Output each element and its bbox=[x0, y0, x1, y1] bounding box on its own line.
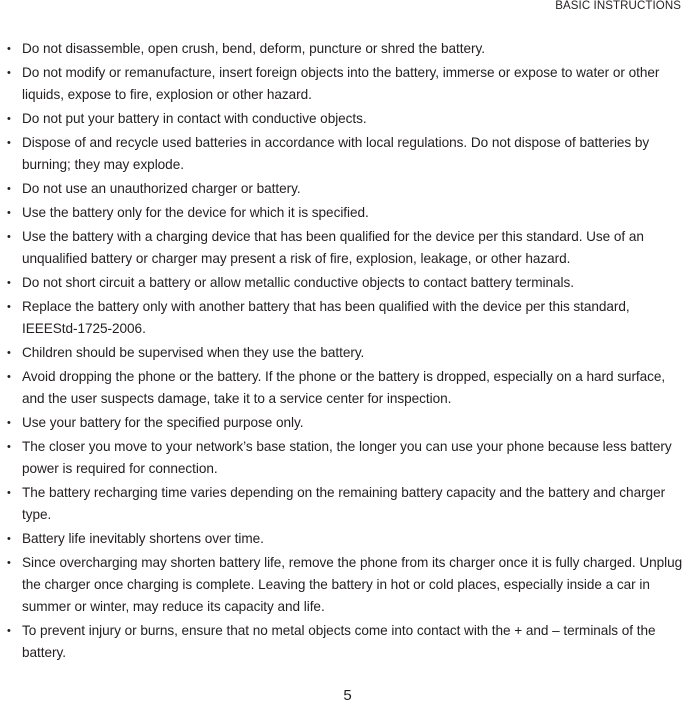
bullet-icon: • bbox=[7, 347, 11, 359]
list-item-text: Avoid dropping the phone or the battery. If the phone or the battery is dropped, especially on a hard surface, and the user suspects damage, take it to a service center for inspection. bbox=[22, 369, 666, 406]
bullet-icon: • bbox=[7, 231, 11, 243]
list-item-text: Do not put your battery in contact with conductive objects. bbox=[22, 111, 367, 126]
list-item-text: Do not disassemble, open crush, bend, deform, puncture or shred the battery. bbox=[22, 41, 485, 56]
bullet-icon: • bbox=[7, 487, 11, 499]
list-item-text: Use the battery only for the device for which it is specified. bbox=[22, 205, 369, 220]
bullet-icon: • bbox=[7, 441, 11, 453]
list-item bbox=[0, 202, 683, 224]
list-item-text: The closer you move to your network’s base station, the longer you can use your phone because less battery power is required for connection. bbox=[22, 439, 672, 476]
bullet-icon: • bbox=[7, 137, 11, 149]
bullet-icon: • bbox=[7, 417, 11, 429]
bullet-icon: • bbox=[7, 67, 11, 79]
list-item-text: Children should be supervised when they use the battery. bbox=[22, 345, 365, 360]
bullet-icon: • bbox=[7, 533, 11, 545]
battery-instructions-list bbox=[0, 38, 683, 666]
list-item-text: Do not short circuit a battery or allow metallic conductive objects to contact battery terminals. bbox=[22, 275, 574, 290]
list-item bbox=[0, 108, 683, 130]
bullet-icon: • bbox=[7, 183, 11, 195]
bullet-icon: • bbox=[7, 277, 11, 289]
list-item bbox=[0, 436, 683, 480]
list-item bbox=[0, 342, 683, 364]
list-item bbox=[0, 178, 683, 200]
bullet-icon: • bbox=[7, 301, 11, 313]
list-item-text: Dispose of and recycle used batteries in accordance with local regulations. Do not dispose of batteries by burning; they may explode. bbox=[22, 135, 650, 172]
list-item bbox=[0, 38, 683, 60]
bullet-icon: • bbox=[7, 371, 11, 383]
list-item bbox=[0, 552, 683, 618]
list-item bbox=[0, 482, 683, 526]
list-item-text: The battery recharging time varies depending on the remaining battery capacity and the battery and charger type. bbox=[22, 485, 666, 522]
list-item bbox=[0, 132, 683, 176]
list-item bbox=[0, 62, 683, 106]
bullet-icon: • bbox=[7, 207, 11, 219]
list-item-text: To prevent injury or burns, ensure that no metal objects come into contact with the + and – terminals of the battery. bbox=[22, 623, 656, 660]
section-header: BASIC INSTRUCTIONS bbox=[555, 0, 681, 12]
bullet-icon: • bbox=[7, 43, 11, 55]
list-item-text: Replace the battery only with another battery that has been qualified with the device per this standard, IEEEStd-1725-2006. bbox=[22, 299, 630, 336]
list-item bbox=[0, 272, 683, 294]
list-item bbox=[0, 528, 683, 550]
list-item bbox=[0, 226, 683, 270]
list-item bbox=[0, 366, 683, 410]
list-item-text: Do not use an unauthorized charger or battery. bbox=[22, 181, 301, 196]
bullet-icon: • bbox=[7, 113, 11, 125]
list-item-text: Do not modify or remanufacture, insert foreign objects into the battery, immerse or expose to water or other liquids, expose to fire, explosion or other hazard. bbox=[22, 65, 660, 102]
list-item bbox=[0, 296, 683, 340]
list-item-text: Battery life inevitably shortens over time. bbox=[22, 531, 264, 546]
bullet-icon: • bbox=[7, 557, 11, 569]
list-item bbox=[0, 412, 683, 434]
list-item-text: Since overcharging may shorten battery life, remove the phone from its charger once it is fully charged. Unplug the charger once charging is complete. Leaving the battery in hot or cold places, especially inside a car in summer or winter, may reduce its capacity and life. bbox=[22, 555, 683, 614]
page-number: 5 bbox=[343, 687, 352, 704]
list-item-text: Use your battery for the specified purpose only. bbox=[22, 415, 304, 430]
list-item bbox=[0, 620, 683, 664]
bullet-icon: • bbox=[7, 625, 11, 637]
list-item-text: Use the battery with a charging device that has been qualified for the device per this standard. Use of an unqualified battery or charger may present a risk of fire, explosion, leakage, or other hazard. bbox=[22, 229, 644, 266]
